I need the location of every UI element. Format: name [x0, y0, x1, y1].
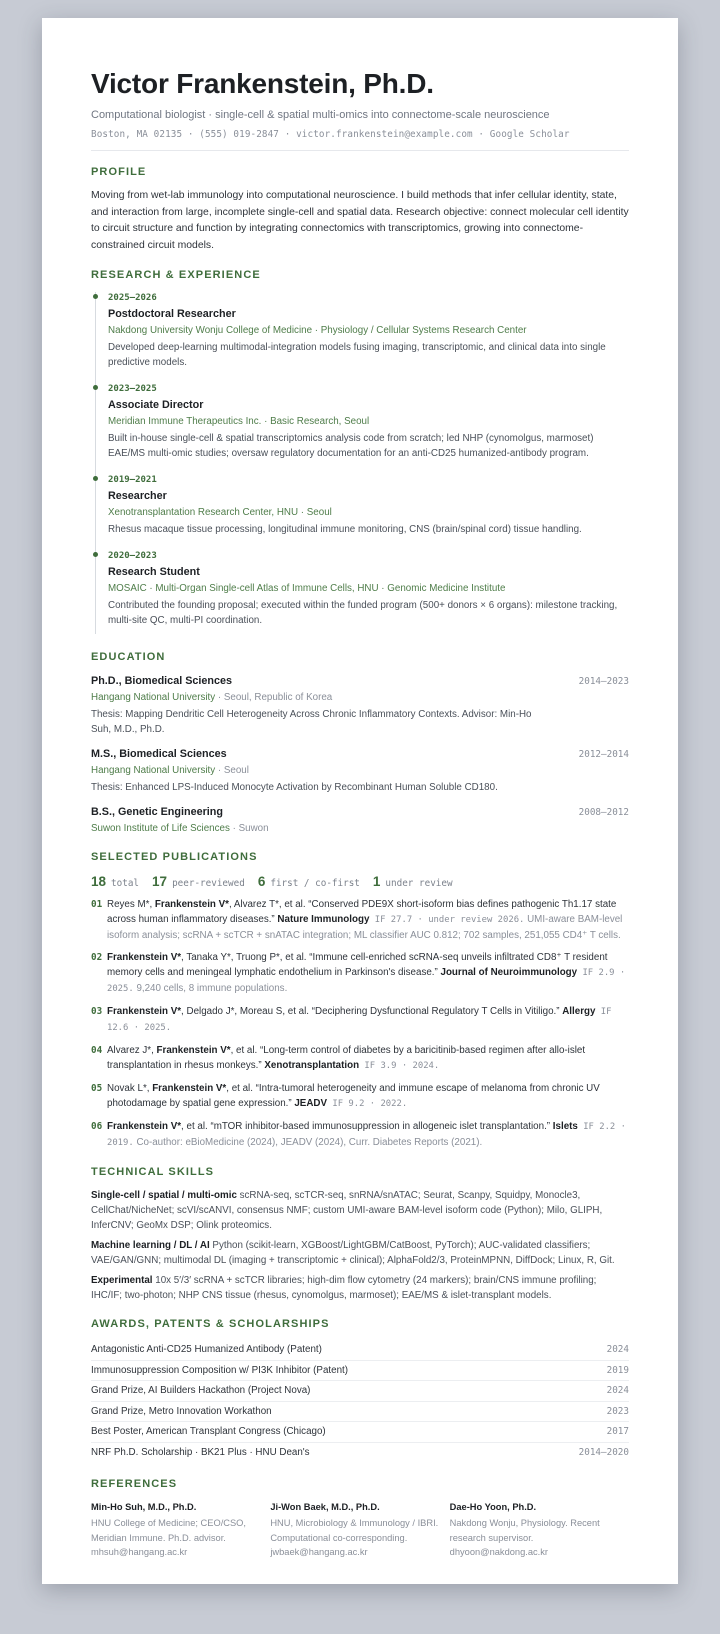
skill-text: Python (scikit-learn, XGBoost/LightGBM/CatBoost, PyTorch); AUC-validated classifiers; VAE/GAN/GNN; multimodal DL (imaging + transcriptomic + clinical); AlphaFold2/3, ProteinMPNN, DiffDock; Linux, R, Git. — [91, 1240, 615, 1266]
reference-item — [91, 1500, 270, 1560]
skills-heading: TECHNICAL SKILLS — [91, 1166, 215, 1178]
timeline-dot — [93, 552, 98, 557]
reference-name: Min-Ho Suh, M.D., Ph.D. — [91, 1502, 197, 1512]
experience-org: MOSAIC · Multi-Organ Single-cell Atlas of Immune Cells, HNU · Genomic Medicine Institute — [108, 583, 506, 594]
publication-item — [91, 1119, 629, 1151]
award-label: Antagonistic Anti-CD25 Humanized Antibody (Patent) — [91, 1344, 322, 1356]
pub-authors-pre: Reyes M*, — [107, 899, 155, 910]
skill-item — [91, 1238, 629, 1268]
publication-number: 04 — [91, 1045, 103, 1056]
pub-meta: IF 2.2 · 2019. — [107, 1122, 626, 1148]
references-heading: REFERENCES — [91, 1478, 178, 1490]
pub-citation: , et al. “mTOR inhibitor-based immunosuppression in allogeneic islet transplantation.” — [181, 1121, 553, 1132]
award-label: Grand Prize, Metro Innovation Workathon — [91, 1405, 272, 1417]
stat-label: total — [111, 878, 140, 889]
thesis: Thesis: Mapping Dendritic Cell Heterogeneity Across Chronic Inflammatory Contexts. Advisor: Min-Ho Suh, M.D., Ph.D. — [91, 709, 532, 735]
tagline: Computational biologist · single-cell & spatial multi-omics into connectome-scale neuroscience — [91, 109, 550, 121]
award-row — [91, 1361, 629, 1382]
stat-number: 6 — [257, 874, 266, 889]
publication-item — [91, 1081, 629, 1112]
pub-authors-pre: Alvarez J*, — [107, 1045, 157, 1056]
pub-note: UMI-aware BAM-level isoform analysis; scRNA + scTCR + snATAC integration; ML classifier AUC 0.812; 702 samples, 251,055 CD4⁺ T cells. — [107, 914, 623, 941]
stat-number: 17 — [152, 874, 168, 889]
experience-role: Postdoctoral Researcher — [108, 308, 236, 320]
pub-citation: , Delgado J*, Moreau S, et al. “Deciphering Dysfunctional Regulatory T Cells in Vitiligo.” — [181, 1006, 563, 1017]
pub-journal: Islets — [552, 1121, 578, 1132]
experience-org: Nakdong University Wonju College of Medicine · Physiology / Cellular Systems Research Center — [108, 325, 527, 336]
timeline-dot — [93, 294, 98, 299]
award-label: Grand Prize, AI Builders Hackathon (Project Nova) — [91, 1385, 311, 1397]
reference-email[interactable]: mhsuh@hangang.ac.kr — [91, 1547, 188, 1557]
school-location: · Seoul — [215, 765, 249, 776]
publication-list — [91, 897, 629, 1151]
publication-stats — [91, 874, 629, 889]
award-year: 2017 — [606, 1426, 629, 1438]
pub-citation: , et al. “Intra-tumoral heterogeneity and immune escape of melanoma from chronic UV photodamage by spatial gene expression.” — [107, 1083, 600, 1109]
timeline-dot — [93, 476, 98, 481]
pub-self-author: Frankenstein V* — [152, 1083, 227, 1094]
experience-desc: Developed deep-learning multimodal-integration models fusing imaging, transcriptomic, and clinical data into single predictive models. — [108, 342, 606, 368]
pub-journal: Xenotransplantation — [264, 1060, 360, 1071]
pub-journal: JEADV — [294, 1098, 328, 1109]
school-name: Suwon Institute of Life Sciences — [91, 823, 230, 834]
reference-email[interactable]: dhyoon@nakdong.ac.kr — [449, 1547, 548, 1557]
stat-label: first / co-first — [270, 878, 360, 889]
stat-label: under review — [385, 878, 453, 889]
pub-citation: , et al. “Long-term control of diabetes by a baricitinib-based regimen after allo-islet transplantation in rhesus monkeys.” — [107, 1045, 586, 1071]
experience-item — [108, 383, 629, 461]
award-row — [91, 1381, 629, 1402]
education-item — [91, 673, 629, 737]
pub-meta: IF 9.2 · 2022. — [327, 1099, 408, 1109]
skill-label: Experimental — [91, 1275, 153, 1286]
publication-item — [91, 897, 629, 943]
pub-meta: IF 12.6 · 2025. — [107, 1007, 612, 1033]
award-year: 2019 — [606, 1364, 629, 1376]
pub-meta: IF 27.7 · under review 2026. — [369, 915, 525, 925]
publication-number: 02 — [91, 952, 103, 963]
experience-years: 2023–2025 — [108, 384, 157, 394]
reference-email[interactable]: jwbaek@hangang.ac.kr — [270, 1547, 368, 1557]
school-location: · Suwon — [229, 823, 269, 834]
reference-name: Dae-Ho Yoon, Ph.D. — [449, 1502, 537, 1512]
degree: B.S., Genetic Engineering — [91, 806, 223, 818]
pub-note: 9,240 cells, 8 immune populations. — [133, 983, 288, 994]
awards-heading: AWARDS, PATENTS & SCHOLARSHIPS — [91, 1318, 330, 1330]
thesis: Thesis: Enhanced LPS-Induced Monocyte Activation by Recombinant Human Soluble CD180. — [91, 782, 498, 793]
reference-name: Ji-Won Baek, M.D., Ph.D. — [270, 1502, 380, 1512]
experience-desc: Rhesus macaque tissue processing, longitudinal immune monitoring, CNS (brain/spinal cord) tissue handling. — [108, 524, 582, 535]
award-year: 2024 — [606, 1385, 629, 1397]
profile-text: Moving from wet-lab immunology into computational neuroscience. I build methods that infer cellular identity, state, and interaction from large, incomplete single-cell and spatial data. Research objective: connect molecular cell identity to circuit structure and function by integrating connectomics with transcriptomics, growing into connectome-constrained circuit models. — [91, 190, 629, 251]
publication-item — [91, 1043, 629, 1074]
reference-item — [450, 1500, 629, 1560]
publication-item — [91, 950, 629, 997]
experience-item — [108, 292, 629, 370]
award-row — [91, 1443, 629, 1464]
pub-self-author: Frankenstein V* — [107, 1121, 182, 1132]
degree-years: 2014–2023 — [578, 676, 629, 687]
experience-role: Research Student — [108, 566, 200, 578]
publication-item — [91, 1004, 629, 1036]
education-item — [91, 746, 629, 795]
pub-self-author: Frankenstein V* — [107, 952, 182, 963]
education-item — [91, 804, 629, 836]
candidate-name: Victor Frankenstein, Ph.D. — [91, 68, 434, 99]
pub-self-author: Frankenstein V* — [156, 1045, 231, 1056]
award-year: 2023 — [606, 1405, 629, 1417]
stat-number: 1 — [372, 874, 381, 889]
profile-heading: PROFILE — [91, 166, 147, 178]
resume-page — [42, 18, 678, 1584]
experience-desc: Built in-house single-cell & spatial transcriptomics analysis code from scratch; led NHP (cynomolgus, marmoset) EAE/MS multi-omic studies; oversaw regulatory documentation for an anti-CD25 humanized-antibody program. — [108, 433, 594, 459]
award-year: 2014–2020 — [578, 1447, 629, 1459]
degree-years: 2012–2014 — [578, 749, 629, 760]
experience-role: Researcher — [108, 490, 167, 502]
school-location: · Seoul, Republic of Korea — [215, 692, 333, 703]
skill-item — [91, 1273, 629, 1303]
award-label: NRF Ph.D. Scholarship · BK21 Plus · HNU Dean's — [91, 1447, 310, 1459]
experience-heading: RESEARCH & EXPERIENCE — [91, 269, 261, 281]
pub-authors-pre: Novak L*, — [107, 1083, 153, 1094]
stat-label: peer-reviewed — [172, 878, 245, 889]
pub-citation: , Tanaka Y*, Truong P*, et al. “Immune cell-enriched scRNA-seq unveils infiltrated CD8⁺ T resident memory cells and meningeal lymphatic endothelium in Parkinson's disease.” — [107, 952, 608, 978]
degree: Ph.D., Biomedical Sciences — [91, 675, 233, 687]
experience-desc: Contributed the founding proposal; executed within the funded program (500+ donors × 6 organs): milestone tracking, multi-site QC, multi-PI coordination. — [108, 600, 618, 626]
publications-heading: SELECTED PUBLICATIONS — [91, 851, 258, 863]
experience-timeline — [95, 292, 629, 634]
reference-item — [270, 1500, 449, 1560]
pub-journal: Nature Immunology — [277, 914, 370, 925]
skill-item — [91, 1188, 629, 1233]
skill-label: Machine learning / DL / AI — [91, 1240, 210, 1251]
skill-label: Single-cell / spatial / multi-omic — [91, 1190, 237, 1201]
school-name: Hangang National University — [91, 692, 216, 703]
award-label: Best Poster, American Transplant Congress (Chicago) — [91, 1426, 326, 1438]
experience-years: 2020–2023 — [108, 551, 157, 561]
pub-journal: Journal of Neuroimmunology — [440, 967, 578, 978]
school-name: Hangang National University — [91, 765, 216, 776]
pub-citation: , Alvarez T*, et al. “Conserved PDE9X short-isoform bias defines pathogenic Th1.17 state across human inflammatory diseases.” — [107, 899, 617, 925]
education-heading: EDUCATION — [91, 651, 166, 663]
pub-journal: Allergy — [562, 1006, 596, 1017]
experience-years: 2019–2021 — [108, 475, 157, 485]
timeline-dot — [93, 385, 98, 390]
skill-text: 10x 5′/3′ scRNA + scTCR libraries; high-dim flow cytometry (24 markers); brain/CNS immune profiling; IHC/IF; two-photon; NHP CNS tissue (rhesus, cynomolgus, marmoset); EAE/MS & islet-transplant models. — [91, 1275, 597, 1301]
publication-number: 01 — [91, 899, 103, 910]
reference-info: HNU College of Medicine; CEO/CSO, Meridian Immune. Ph.D. advisor. — [91, 1518, 247, 1543]
degree-years: 2008–2012 — [578, 807, 629, 818]
stat-number: 18 — [91, 874, 107, 889]
pub-meta: IF 2.9 · 2025. — [107, 968, 626, 994]
experience-org: Meridian Immune Therapeutics Inc. · Basic Research, Seoul — [108, 416, 370, 427]
award-row — [91, 1402, 629, 1423]
award-row — [91, 1340, 629, 1361]
award-label: Immunosuppression Composition w/ PI3K Inhibitor (Patent) — [91, 1364, 349, 1376]
experience-role: Associate Director — [108, 399, 204, 411]
publication-number: 03 — [91, 1006, 103, 1017]
education-list — [91, 673, 629, 836]
header-divider — [91, 150, 629, 151]
experience-item — [108, 474, 629, 537]
degree: M.S., Biomedical Sciences — [91, 748, 227, 760]
award-row — [91, 1422, 629, 1443]
contact-line: Boston, MA 02135 · (555) 019-2847 · victor.frankenstein@example.com · Google Scholar — [91, 129, 570, 140]
skills-list — [91, 1188, 629, 1303]
experience-years: 2025–2026 — [108, 293, 157, 303]
pub-self-author: Frankenstein V* — [107, 1006, 182, 1017]
publication-number: 05 — [91, 1083, 103, 1094]
pub-self-author: Frankenstein V* — [154, 899, 229, 910]
publication-number: 06 — [91, 1121, 103, 1132]
reference-info: Nakdong Wonju, Physiology. Recent research supervisor. — [449, 1518, 600, 1543]
pub-meta: IF 3.9 · 2024. — [359, 1061, 440, 1071]
award-year: 2024 — [606, 1344, 629, 1356]
reference-info: HNU, Microbiology & Immunology / IBRI. Computational co-corresponding. — [270, 1518, 439, 1543]
experience-org: Xenotransplantation Research Center, HNU · Seoul — [108, 507, 332, 518]
pub-note: Co-author: eBioMedicine (2024), JEADV (2024), Curr. Diabetes Reports (2021). — [133, 1137, 483, 1148]
awards-list — [91, 1340, 629, 1463]
references-list — [91, 1500, 629, 1560]
experience-item — [108, 550, 629, 634]
skill-text: scRNA-seq, scTCR-seq, snRNA/snATAC; Seurat, Scanpy, Squidpy, Monocle3, CellChat/NicheNet; scVI/scANVI, consensus NMF; custom UMI-aware BAM-level isoform code (Python); Milo, GLIPH, InferCNV; GeoMx DSP; Olink proteomics. — [91, 1190, 603, 1231]
